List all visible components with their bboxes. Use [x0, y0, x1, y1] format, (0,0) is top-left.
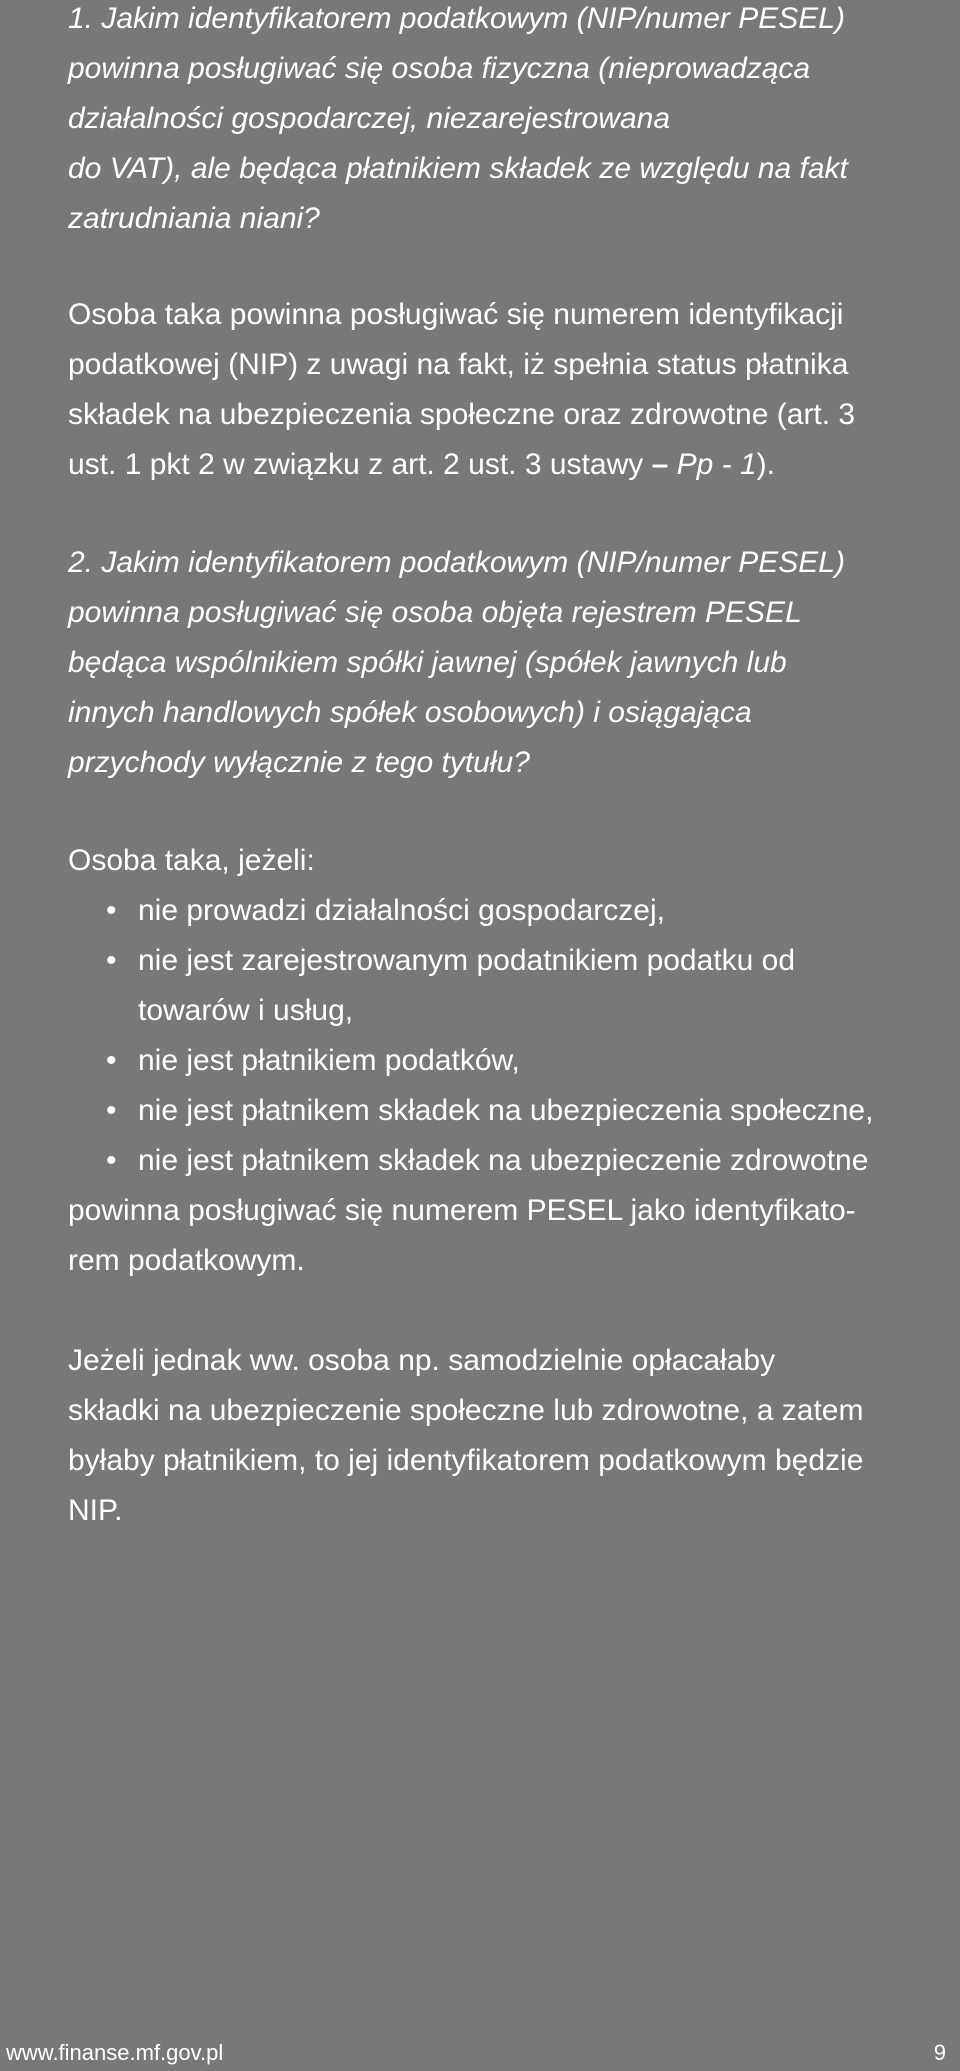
answer-1	[68, 290, 948, 490]
answer-2-outro	[68, 1186, 948, 1286]
bullet-icon: •	[106, 1044, 117, 1077]
answer-2-extra-line: byłaby płatnikiem, to jej identyfikatorem podatkowym będzie	[68, 1444, 864, 1477]
answer-2-outro-line: powinna posługiwać się numerem PESEL jako identyfikato-	[68, 1194, 856, 1227]
list-item	[68, 886, 948, 936]
list-item-text: nie jest płatnikiem podatków,	[138, 1044, 520, 1077]
list-item-text: nie jest zarejestrowanym podatnikiem podatku od	[138, 944, 796, 977]
bullet-icon: •	[106, 944, 117, 977]
list-item	[68, 1086, 948, 1136]
answer-2-extra	[68, 1336, 948, 1536]
answer-2-intro: Osoba taka, jeżeli:	[68, 844, 315, 877]
question-2-line: będąca wspólnikiem spółki jawnej (spółek jawnych lub	[68, 646, 787, 679]
answer-2-extra-line: składki na ubezpieczenie społeczne lub zdrowotne, a zatem	[68, 1394, 864, 1427]
conditions-list	[68, 886, 948, 1186]
answer-2-extra-line: Jeżeli jednak ww. osoba np. samodzielnie opłacałaby	[68, 1344, 776, 1377]
answer-1-dash: –	[651, 448, 669, 481]
question-1-line: do VAT), ale będąca płatnikiem składek ze względu na fakt	[68, 152, 848, 185]
answer-1-line: podatkowej (NIP) z uwagi na fakt, iż spełnia status płatnika	[68, 348, 849, 381]
question-2-line: powinna posługiwać się osoba objęta rejestrem PESEL	[68, 596, 802, 629]
question-2	[68, 538, 948, 788]
footer-url: www.finanse.mf.gov.pl	[6, 2040, 224, 2065]
list-item-text: towarów i usług,	[138, 994, 354, 1027]
list-item	[68, 1136, 948, 1186]
bullet-icon: •	[106, 894, 117, 927]
list-item-text: nie prowadzi działalności gospodarczej,	[138, 894, 665, 927]
list-item	[68, 936, 948, 986]
question-2-line: 2. Jakim identyfikatorem podatkowym (NIP/numer PESEL)	[68, 546, 845, 579]
question-1-line: powinna posługiwać się osoba fizyczna (nieprowadząca	[68, 52, 811, 85]
question-1-line: zatrudniania niani?	[68, 202, 320, 235]
list-item-text: nie jest płatnikem składek na ubezpieczenie zdrowotne	[138, 1144, 869, 1177]
answer-1-line: składek na ubezpieczenia społeczne oraz zdrowotne (art. 3	[68, 398, 856, 431]
question-2-line: przychody wyłącznie z tego tytułu?	[68, 746, 530, 779]
question-1	[68, 0, 948, 244]
bullet-icon: •	[106, 1144, 117, 1177]
answer-2-outro-line: rem podatkowym.	[68, 1244, 305, 1277]
list-item	[68, 1036, 948, 1086]
question-2-line: innych handlowych spółek osobowych) i osiągająca	[68, 696, 752, 729]
page-number: 9	[933, 2040, 946, 2065]
bullet-icon: •	[106, 1094, 117, 1127]
answer-1-line: Osoba taka powinna posługiwać się numerem identyfikacji	[68, 298, 844, 331]
list-item-continuation	[68, 986, 948, 1036]
question-1-line: 1. Jakim identyfikatorem podatkowym (NIP/numer PESEL)	[68, 2, 845, 35]
answer-2-extra-line: NIP.	[68, 1494, 123, 1527]
answer-1-line-prefix: ust. 1 pkt 2 w związku z art. 2 ust. 3 ustawy	[68, 448, 644, 481]
answer-1-line-end: ).	[756, 448, 775, 481]
list-item-text: nie jest płatnikem składek na ubezpieczenia społeczne,	[138, 1094, 874, 1127]
law-reference: Pp - 1	[676, 448, 757, 481]
answer-1-last-line	[68, 440, 948, 490]
question-1-line: działalności gospodarczej, niezarejestrowana	[68, 102, 671, 135]
